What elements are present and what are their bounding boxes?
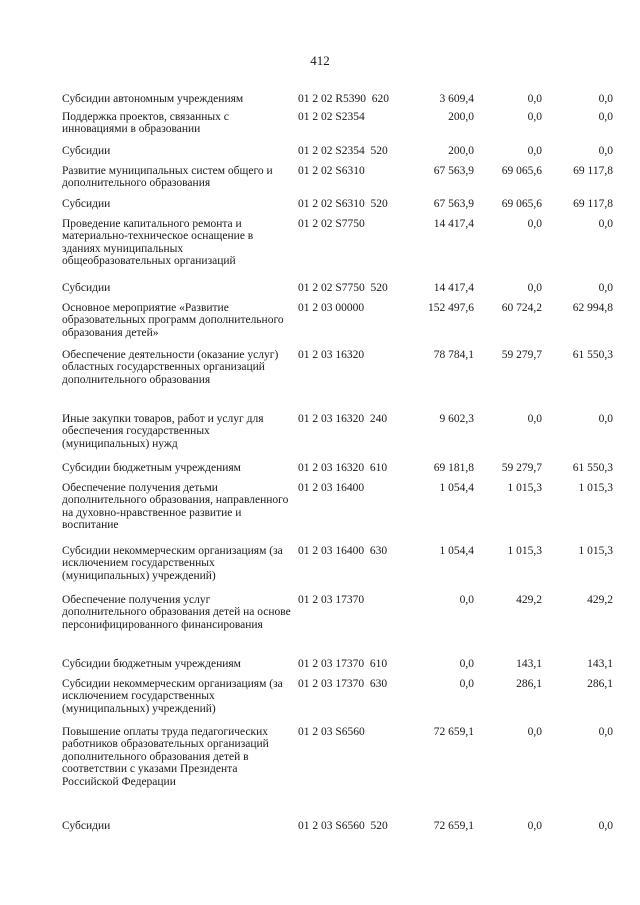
page-number: 412 xyxy=(310,53,330,68)
row-value-3: 1 015,3 xyxy=(578,545,613,557)
row-name: Развитие муниципальных систем общего и дополнительного образования xyxy=(62,165,273,190)
row-value-3: 0,0 xyxy=(598,111,613,123)
row-code: 01 2 02 S2354 520 xyxy=(298,145,388,157)
row-value-2: 0,0 xyxy=(527,282,542,294)
row-value-1: 14 417,4 xyxy=(433,218,474,230)
row-value-1: 67 563,9 xyxy=(433,198,474,210)
row-code: 01 2 02 R5390 620 xyxy=(298,93,390,105)
row-name: Субсидии бюджетным учреждениям xyxy=(62,658,241,670)
row-value-1: 1 054,4 xyxy=(439,545,474,557)
row-value-1: 0,0 xyxy=(459,594,474,606)
row-value-2: 59 279,7 xyxy=(501,462,542,474)
row-name: Обеспечение деятельности (оказание услуг) областных государственных организаций дополнительного образования xyxy=(62,349,279,386)
row-code: 01 2 03 16320 240 xyxy=(298,413,388,425)
row-value-3: 69 117,8 xyxy=(573,165,613,177)
row-code: 01 2 03 16320 xyxy=(298,349,365,361)
row-value-2: 0,0 xyxy=(527,820,542,832)
row-value-1: 200,0 xyxy=(448,111,474,123)
row-name: Иные закупки товаров, работ и услуг для обеспечения государственных (муниципальных) нужд xyxy=(62,413,264,450)
row-value-1: 1 054,4 xyxy=(439,482,474,494)
row-code: 01 2 03 00000 xyxy=(298,302,365,314)
row-name: Обеспечение получения детьми дополнительного образования, направленного на духовно-нравственное развитие и воспитание xyxy=(62,482,289,532)
row-value-3: 0,0 xyxy=(598,218,613,230)
row-code: 01 2 03 S6560 xyxy=(298,726,365,738)
row-code: 01 2 02 S7750 520 xyxy=(298,282,388,294)
row-value-2: 0,0 xyxy=(527,111,542,123)
row-code: 01 2 03 17370 xyxy=(298,594,365,606)
row-value-2: 0,0 xyxy=(527,218,542,230)
row-value-2: 69 065,6 xyxy=(501,165,542,177)
row-value-2: 0,0 xyxy=(527,726,542,738)
row-value-2: 1 015,3 xyxy=(507,482,542,494)
row-name: Субсидии некоммерческим организациям (за исключением государственных (муниципальных) учреждений) xyxy=(62,678,283,715)
row-value-3: 62 994,8 xyxy=(572,302,613,314)
row-code: 01 2 02 S6310 xyxy=(298,165,365,177)
row-value-1: 3 609,4 xyxy=(439,93,474,105)
row-name: Обеспечение получения услуг дополнительного образования детей на основе персонифицированного финансирования xyxy=(62,594,291,631)
row-value-3: 69 117,8 xyxy=(573,198,613,210)
row-code: 01 2 03 S6560 520 xyxy=(298,820,388,832)
row-value-2: 143,1 xyxy=(516,658,542,670)
row-value-3: 286,1 xyxy=(587,678,613,690)
row-name: Основное мероприятие «Развитие образовательных программ дополнительного образования детей» xyxy=(62,302,284,339)
row-name: Субсидии бюджетным учреждениям xyxy=(62,462,241,474)
row-value-3: 0,0 xyxy=(598,413,613,425)
row-value-2: 59 279,7 xyxy=(501,349,542,361)
row-value-1: 69 181,8 xyxy=(433,462,474,474)
row-code: 01 2 03 16400 xyxy=(298,482,365,494)
row-value-2: 1 015,3 xyxy=(507,545,542,557)
row-value-3: 0,0 xyxy=(598,145,613,157)
row-name: Поддержка проектов, связанных с инновациями в образовании xyxy=(62,111,229,136)
row-value-3: 61 550,3 xyxy=(572,349,613,361)
row-code: 01 2 02 S2354 xyxy=(298,111,365,123)
row-value-3: 61 550,3 xyxy=(572,462,613,474)
row-value-2: 286,1 xyxy=(516,678,542,690)
row-name: Субсидии xyxy=(62,282,111,294)
row-value-1: 67 563,9 xyxy=(433,165,474,177)
row-code: 01 2 03 16400 630 xyxy=(298,545,388,557)
row-value-2: 429,2 xyxy=(516,594,542,606)
row-value-2: 0,0 xyxy=(527,93,542,105)
row-value-1: 9 602,3 xyxy=(439,413,474,425)
row-value-3: 0,0 xyxy=(598,726,613,738)
row-name: Повышение оплаты труда педагогических работников образовательных организаций дополнительного образования детей в соответствии с указами Президента Российской Федерации xyxy=(62,726,269,788)
row-value-3: 0,0 xyxy=(598,282,613,294)
row-value-3: 1 015,3 xyxy=(578,482,613,494)
row-value-1: 0,0 xyxy=(459,658,474,670)
row-name: Субсидии xyxy=(62,820,111,832)
row-value-2: 69 065,6 xyxy=(501,198,542,210)
row-value-1: 200,0 xyxy=(448,145,474,157)
row-value-1: 0,0 xyxy=(459,678,474,690)
row-code: 01 2 03 17370 630 xyxy=(298,678,388,690)
row-value-3: 0,0 xyxy=(598,93,613,105)
row-value-1: 152 497,6 xyxy=(428,302,474,314)
row-code: 01 2 03 17370 610 xyxy=(298,658,388,670)
row-value-2: 0,0 xyxy=(527,413,542,425)
row-value-3: 0,0 xyxy=(598,820,613,832)
row-value-2: 60 724,2 xyxy=(501,302,542,314)
row-value-2: 0,0 xyxy=(527,145,542,157)
row-code: 01 2 02 S7750 xyxy=(298,218,365,230)
row-name: Субсидии некоммерческим организациям (за исключением государственных (муниципальных) учреждений) xyxy=(62,545,283,582)
row-name: Проведение капитального ремонта и материально-техническое оснащение в зданиях муниципальных общеобразовательных организаций xyxy=(62,218,254,268)
row-name: Субсидии автономным учреждениям xyxy=(62,93,244,105)
row-value-3: 429,2 xyxy=(587,594,613,606)
row-value-1: 14 417,4 xyxy=(433,282,474,294)
row-code: 01 2 03 16320 610 xyxy=(298,462,388,474)
row-value-1: 72 659,1 xyxy=(433,820,474,832)
row-value-3: 143,1 xyxy=(587,658,613,670)
row-code: 01 2 02 S6310 520 xyxy=(298,198,388,210)
row-value-1: 78 784,1 xyxy=(433,349,474,361)
row-value-1: 72 659,1 xyxy=(433,726,474,738)
row-name: Субсидии xyxy=(62,145,111,157)
row-name: Субсидии xyxy=(62,198,111,210)
